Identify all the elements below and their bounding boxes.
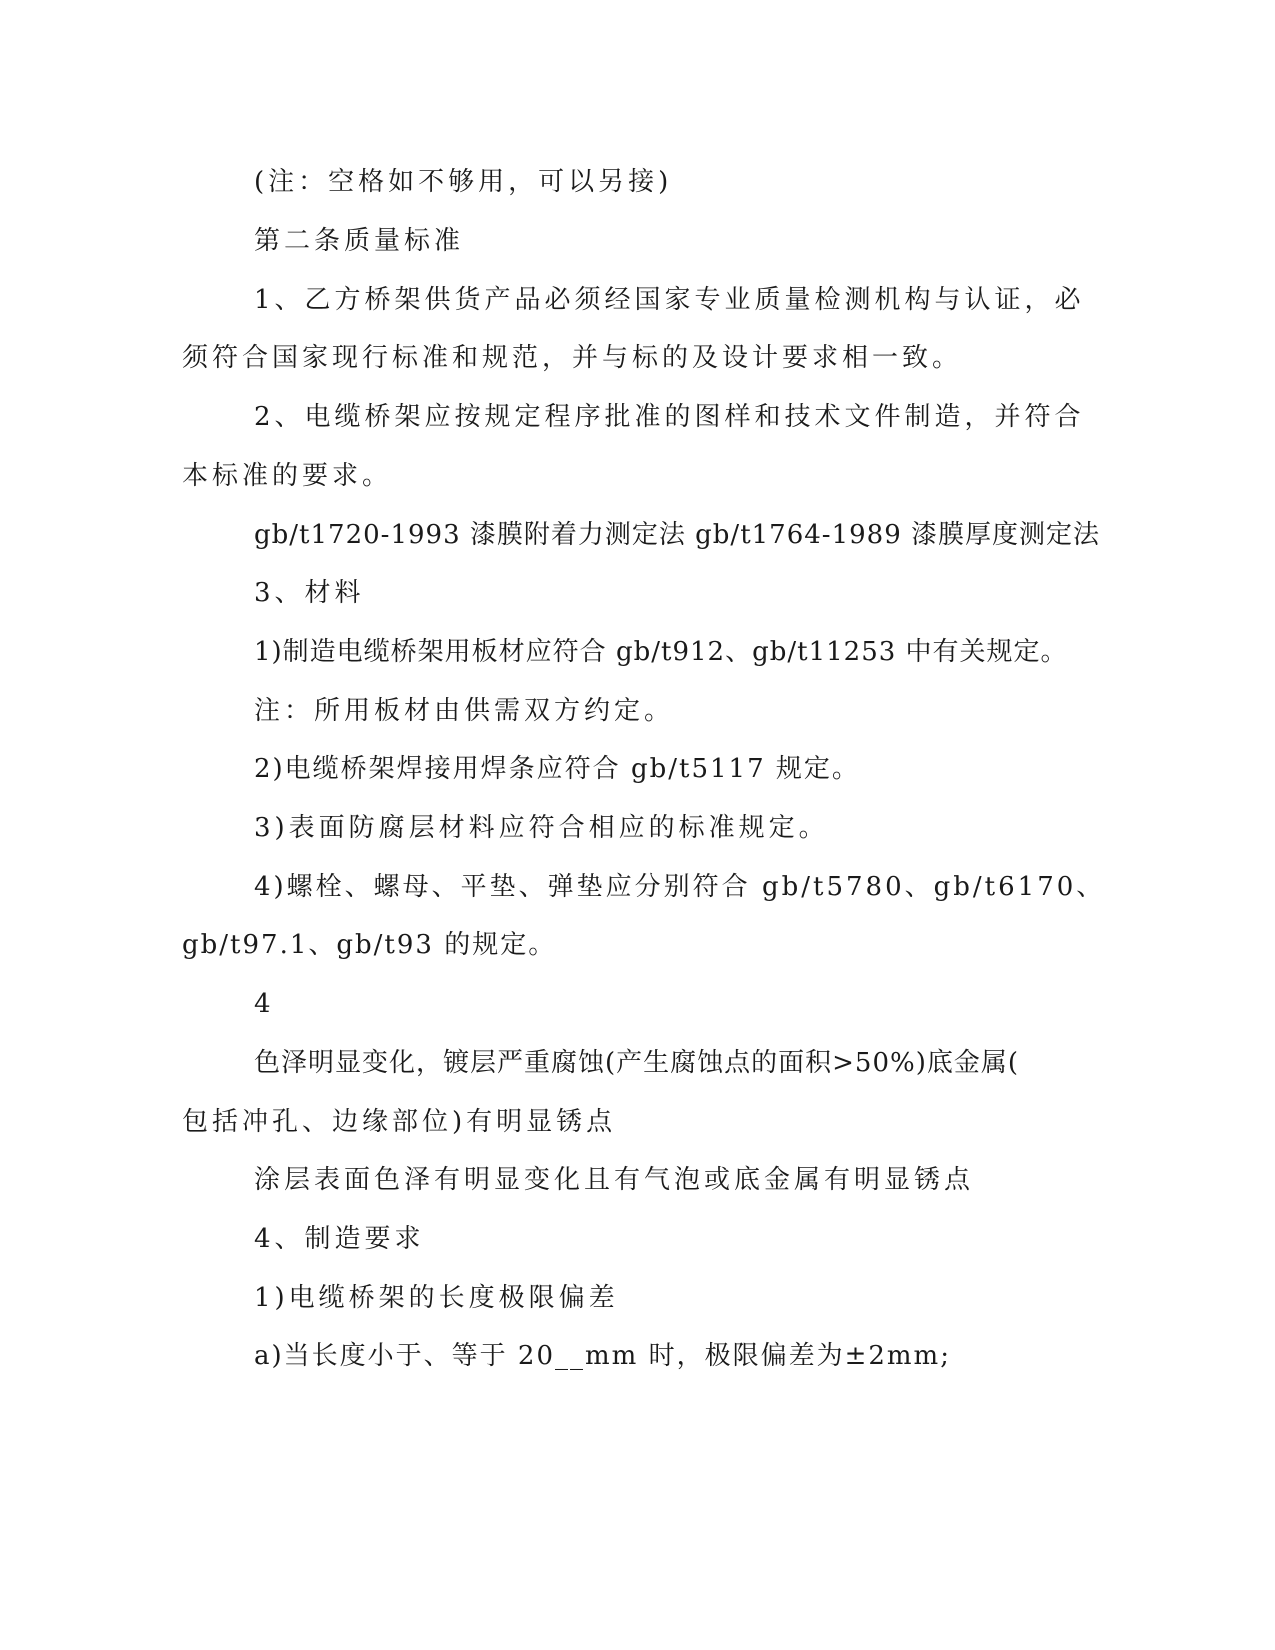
paragraph-1-line-1: 1、乙方桥架供货产品必须经国家专业质量检测机构与认证，必 (254, 285, 1085, 315)
standards-reference: gb/t1720-1993 漆膜附着力测定法 gb/t1764-1989 漆膜厚度测定法 (254, 520, 1101, 550)
materials-note: 注：所用板材由供需双方约定。 (254, 696, 675, 726)
paragraph-1-line-2: 须符合国家现行标准和规范，并与标的及设计要求相一致。 (182, 343, 963, 373)
coating-criteria: 涂层表面色泽有明显变化且有气泡或底金属有明显锈点 (254, 1165, 975, 1195)
heading-manufacturing: 4、制造要求 (254, 1224, 425, 1254)
heading-materials: 3、材料 (254, 578, 365, 608)
corrosion-criteria-line-1: 色泽明显变化，镀层严重腐蚀(产生腐蚀点的面积>50%)底金属( (254, 1048, 1020, 1078)
manufacturing-item-1a: a)当长度小于、等于 20__mm 时，极限偏差为±2mm; (254, 1341, 951, 1371)
materials-item-3: 3)表面防腐层材料应符合相应的标准规定。 (254, 813, 829, 843)
materials-item-4-line-1: 4)螺栓、螺母、平垫、弹垫应分别符合 gb/t5780、gb/t6170、 (254, 872, 1106, 902)
paragraph-2-line-2: 本标准的要求。 (182, 461, 393, 491)
manufacturing-item-1: 1)电缆桥架的长度极限偏差 (254, 1283, 619, 1313)
materials-item-2: 2)电缆桥架焊接用焊条应符合 gb/t5117 规定。 (254, 754, 860, 784)
materials-item-4-line-2: gb/t97.1、gb/t93 的规定。 (182, 930, 557, 960)
table-fragment-number: 4 (254, 989, 275, 1019)
note-blank-space: (注：空格如不够用，可以另接) (254, 167, 673, 197)
materials-item-1: 1)制造电缆桥架用板材应符合 gb/t912、gb/t11253 中有关规定。 (254, 637, 1068, 667)
section-heading-quality: 第二条质量标准 (254, 226, 465, 256)
paragraph-2-line-1: 2、电缆桥架应按规定程序批准的图样和技术文件制造，并符合 (254, 402, 1085, 432)
corrosion-criteria-line-2: 包括冲孔、边缘部位)有明显锈点 (182, 1107, 617, 1137)
